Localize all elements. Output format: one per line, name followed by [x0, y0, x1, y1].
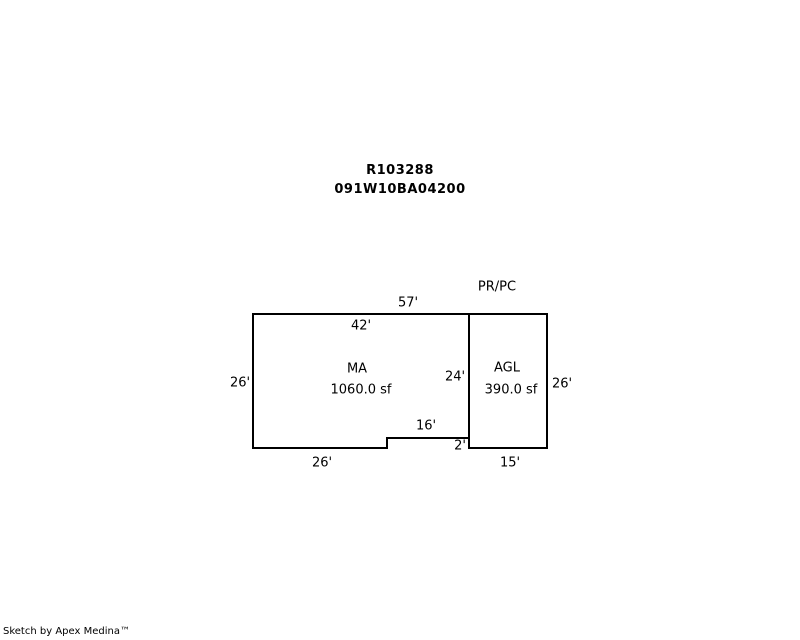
map-taxlot-id: 091W10BA04200 — [334, 182, 466, 197]
dim-ma-right-height: 24' — [444, 369, 466, 385]
ma-area-value: 1060.0 sf — [330, 382, 392, 398]
dim-top-total-width: 57' — [397, 295, 419, 311]
parcel-id: R103288 — [366, 163, 434, 178]
dim-notch-height: 2' — [454, 438, 466, 454]
building-perimeter — [253, 314, 547, 448]
agl-section-label: AGL — [494, 360, 520, 376]
agl-area-value: 390.0 sf — [484, 382, 538, 398]
sketch-credit: Sketch by Apex Medina™ — [3, 626, 130, 637]
ma-section-label: MA — [346, 361, 368, 377]
dim-agl-bottom-width: 15' — [499, 455, 521, 471]
agl-prpc-label: PR/PC — [477, 279, 517, 295]
dim-ma-top-width: 42' — [350, 318, 372, 334]
dim-right-height: 26' — [551, 376, 573, 392]
dim-left-height: 26' — [229, 375, 251, 391]
dim-ma-bottom-width: 26' — [311, 455, 333, 471]
dim-notch-top-width: 16' — [415, 418, 437, 434]
